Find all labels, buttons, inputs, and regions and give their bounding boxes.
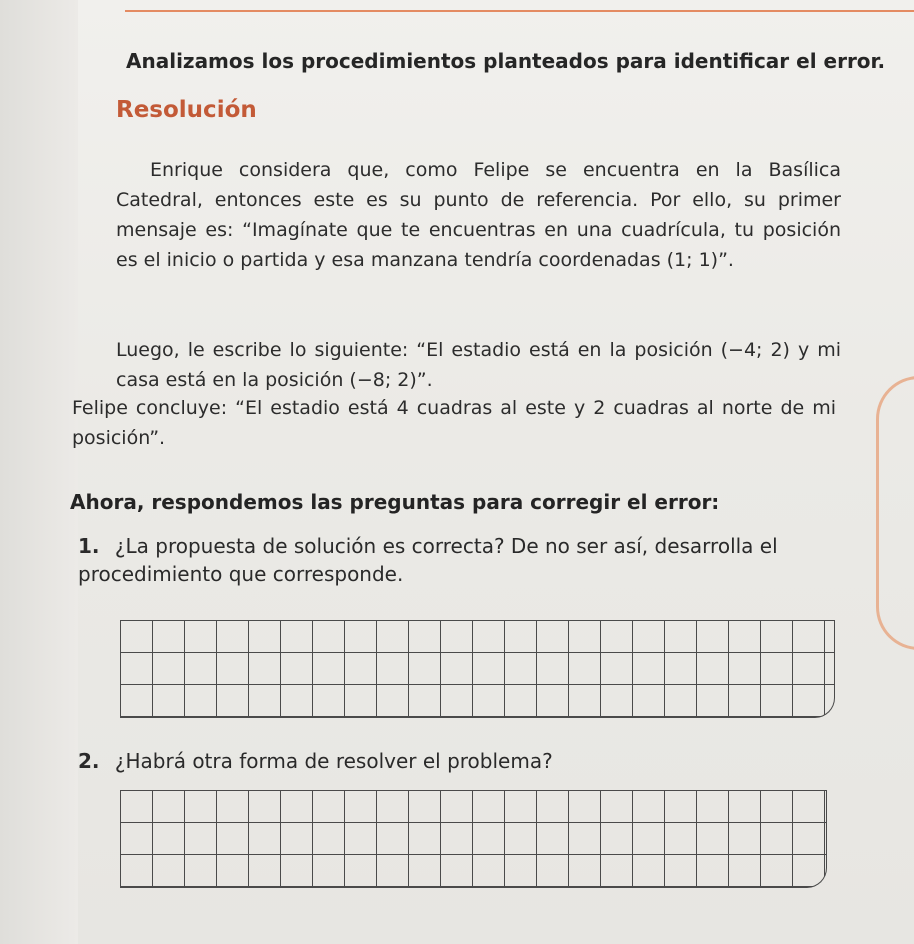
paragraph-2: Luego, le escribe lo siguiente: “El estadio está en la posición (−4; 2) y mi casa está en la posición (−8; 2)”.: [116, 339, 841, 391]
answer-instructions: Ahora, respondemos las preguntas para corregir el error:: [70, 490, 720, 514]
question-text: ¿Habrá otra forma de resolver el problema?: [114, 749, 553, 773]
question-text: ¿La propuesta de solución es correcta? De no ser así, desarrolla el procedimiento que corresponde.: [78, 534, 778, 586]
question-1: [78, 532, 838, 588]
resolution-title: Resolución: [116, 97, 257, 123]
question-number: 2.: [78, 749, 100, 773]
question-number: 1.: [78, 534, 100, 558]
top-divider-line: [125, 10, 914, 12]
paragraph-1: Enrique considera que, como Felipe se encuentra en la Basílica Catedral, entonces este es su punto de referencia. Por ello, su primer mensaje es: “Imagínate que te encuentras en una cuadrícula, tu posición es el inicio o partida y esa manzana tendría coordenadas (1; 1)”.: [116, 159, 841, 271]
question-2: [78, 747, 838, 775]
page-edge-tab: [876, 376, 914, 650]
paragraph-3: Felipe concluye: “El estadio está 4 cuadras al este y 2 cuadras al norte de mi posición”.: [72, 397, 836, 449]
answer-grid-1[interactable]: [120, 620, 835, 718]
page-shadow: [0, 0, 78, 944]
section-heading: Analizamos los procedimientos planteados para identificar el error.: [126, 49, 886, 73]
answer-grid-2[interactable]: [120, 790, 827, 888]
